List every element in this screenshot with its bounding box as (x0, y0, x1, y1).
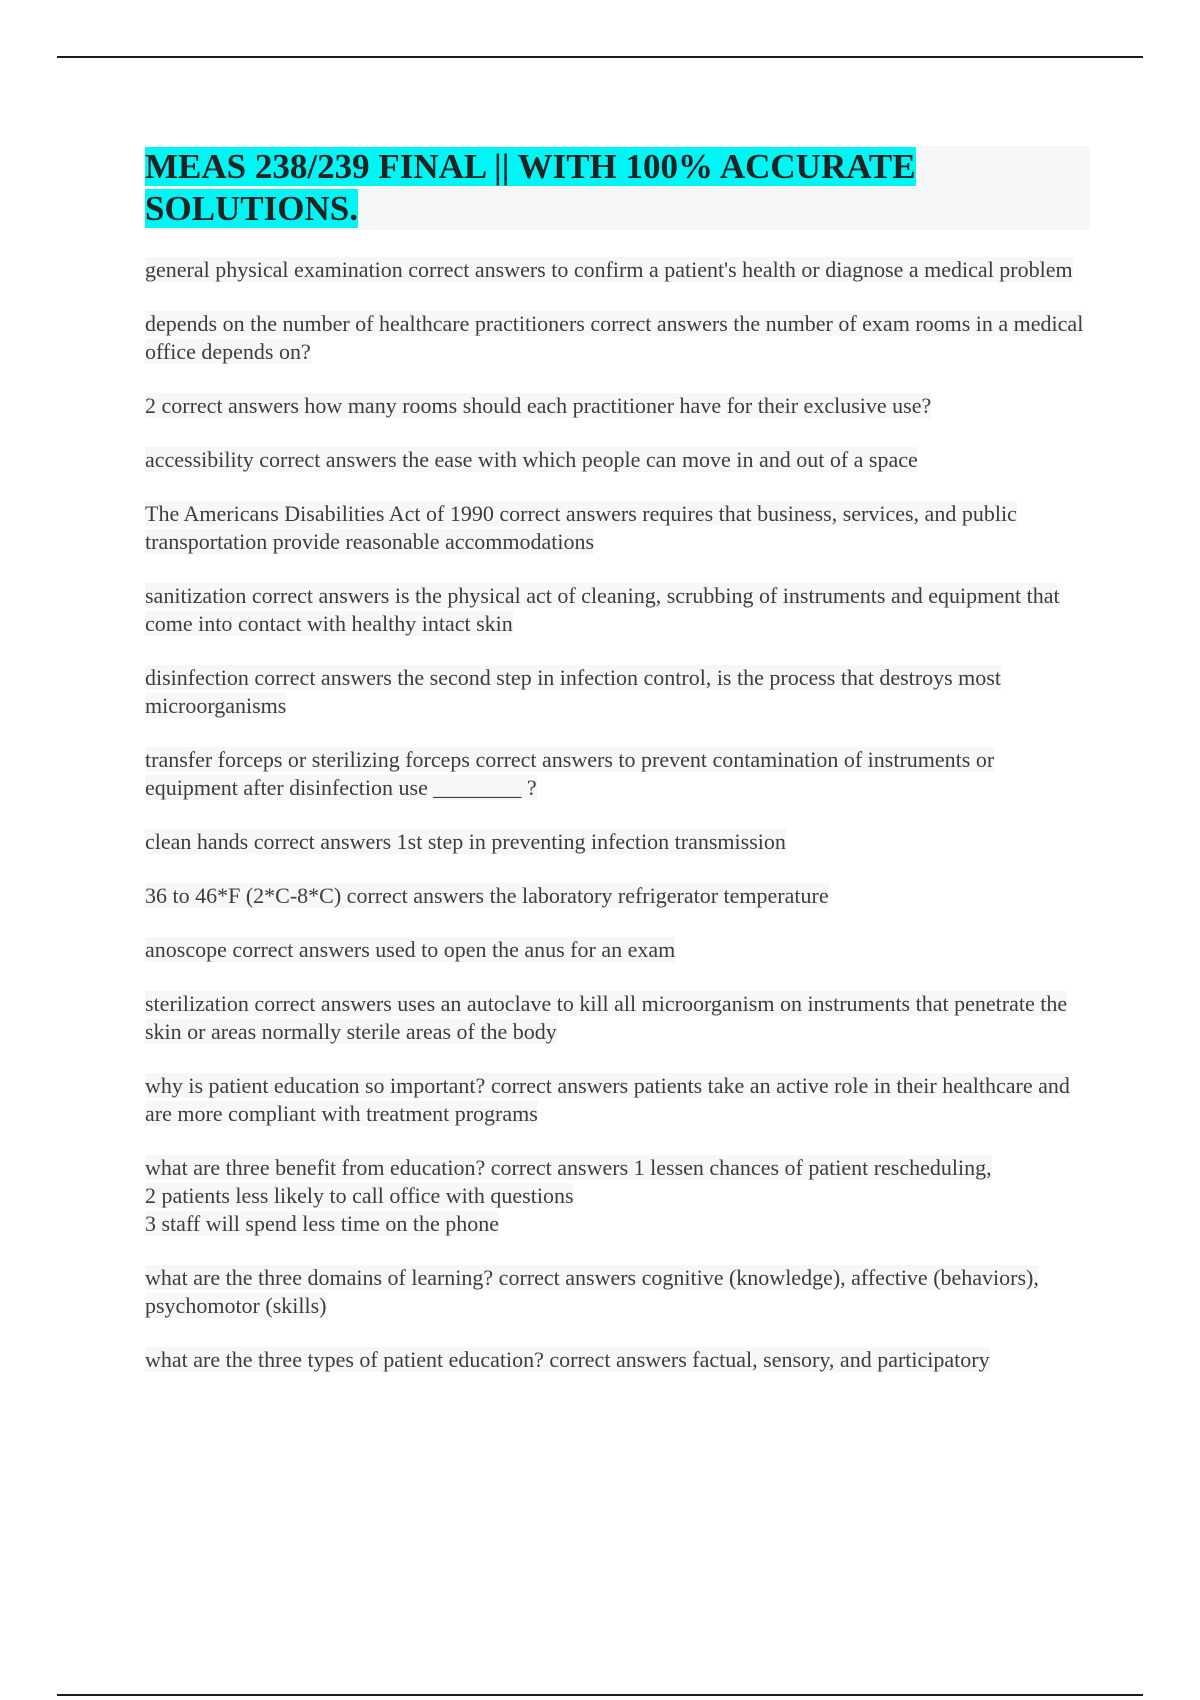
qa-item (145, 746, 1090, 802)
qa-item-text: why is patient education so important? correct answers patients take an active role in their healthcare and are more compliant with treatment programs (145, 1073, 1070, 1126)
qa-item (145, 310, 1090, 366)
qa-item-text: 36 to 46*F (2*C-8*C) correct answers the laboratory refrigerator temperature (145, 883, 829, 908)
qa-item-text: what are the three domains of learning? correct answers cognitive (knowledge), affective (behaviors), psychomotor (skills) (145, 1265, 1039, 1318)
qa-item-text: The Americans Disabilities Act of 1990 correct answers requires that business, services, and public transportation provide reasonable accommodations (145, 501, 1017, 554)
qa-item-text: transfer forceps or sterilizing forceps correct answers to prevent contamination of instruments or equipment after disinfection use ________ ? (145, 747, 995, 800)
top-rule (57, 56, 1143, 58)
qa-item-text: accessibility correct answers the ease with which people can move in and out of a space (145, 447, 918, 472)
qa-item-text: clean hands correct answers 1st step in preventing infection transmission (145, 829, 786, 854)
document-title (145, 146, 1090, 230)
qa-item-text: 2 correct answers how many rooms should each practitioner have for their exclusive use? (145, 393, 932, 418)
qa-item (145, 256, 1090, 284)
title-block (145, 146, 1090, 230)
document-title-text: MEAS 238/239 FINAL || WITH 100% ACCURATE SOLUTIONS. (145, 147, 916, 228)
qa-item-text: what are the three types of patient education? correct answers factual, sensory, and participatory (145, 1347, 990, 1372)
qa-item (145, 990, 1090, 1046)
qa-item (145, 446, 1090, 474)
qa-item (145, 664, 1090, 720)
document-body (145, 146, 1090, 1400)
qa-item (145, 1072, 1090, 1128)
qa-item-text: what are three benefit from education? correct answers 1 lessen chances of patient rescheduling, 2 patients less likely to call office with questions 3 staff will spend less time on the phone (145, 1155, 992, 1236)
qa-item (145, 392, 1090, 420)
qa-item (145, 828, 1090, 856)
qa-item-text: disinfection correct answers the second step in infection control, is the process that destroys most microorganisms (145, 665, 1001, 718)
qa-item-text: depends on the number of healthcare practitioners correct answers the number of exam rooms in a medical office depends on? (145, 311, 1084, 364)
qa-list (145, 256, 1090, 1374)
qa-item-text: general physical examination correct answers to confirm a patient's health or diagnose a medical problem (145, 257, 1073, 282)
qa-item (145, 1154, 1090, 1238)
qa-item-text: sterilization correct answers uses an autoclave to kill all microorganism on instruments that penetrate the skin or areas normally sterile areas of the body (145, 991, 1068, 1044)
qa-item (145, 1264, 1090, 1320)
bottom-rule (57, 1694, 1143, 1696)
qa-item-text: sanitization correct answers is the physical act of cleaning, scrubbing of instruments and equipment that come into contact with healthy intact skin (145, 583, 1060, 636)
qa-item (145, 500, 1090, 556)
qa-item (145, 582, 1090, 638)
qa-item-text: anoscope correct answers used to open the anus for an exam (145, 937, 676, 962)
qa-item (145, 1346, 1090, 1374)
qa-item (145, 936, 1090, 964)
qa-item (145, 882, 1090, 910)
